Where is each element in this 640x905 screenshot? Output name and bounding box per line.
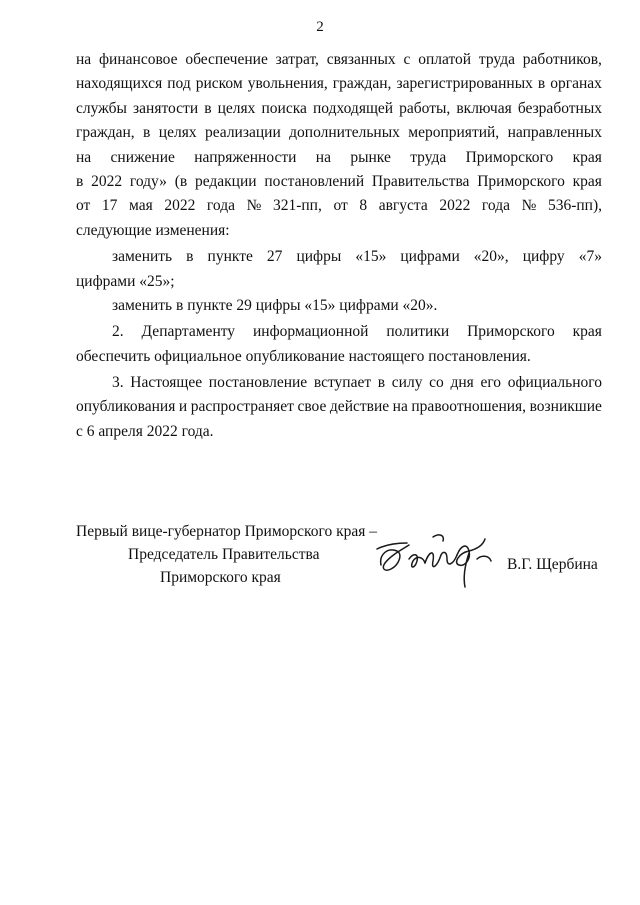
word: (в — [174, 172, 188, 190]
word: в — [377, 374, 386, 392]
word: постановлений — [264, 172, 365, 190]
word: целях — [217, 99, 256, 117]
word: с — [403, 51, 411, 68]
word: включая — [456, 99, 512, 117]
word: № — [246, 197, 262, 215]
signatory-title-line-1: Первый вице-губернатор Приморского края – — [76, 523, 378, 540]
word: «15» — [355, 248, 387, 266]
word: дополнительных — [289, 124, 400, 142]
body-line: следующие изменения: — [76, 221, 230, 239]
word: заменить — [112, 248, 173, 266]
word: пункте — [207, 248, 253, 266]
word: работников, — [522, 51, 602, 68]
body-line — [76, 320, 602, 344]
word: направленных — [507, 124, 602, 142]
word: подходящей — [312, 99, 394, 117]
word: 536-пп), — [547, 197, 602, 215]
word: распространяет — [190, 398, 294, 416]
word: снижение — [110, 148, 175, 166]
word: риском — [195, 75, 243, 93]
word: края — [572, 148, 602, 166]
word: увольнения, — [247, 75, 328, 93]
word: и — [178, 398, 188, 416]
body-line: обеспечить официальное опубликование настоящего постановления. — [76, 347, 531, 365]
word: вступает — [313, 374, 372, 392]
word: со — [429, 374, 444, 392]
word: обеспечение — [185, 51, 268, 68]
body-line — [76, 194, 602, 218]
word: года — [206, 197, 235, 215]
word: августа — [378, 197, 428, 215]
word: дня — [450, 374, 474, 392]
word: мероприятий, — [408, 124, 500, 142]
word: в — [186, 248, 194, 266]
word: силу — [391, 374, 423, 392]
word: от — [333, 197, 348, 215]
word: правоотношения, — [411, 398, 527, 416]
word: труда — [410, 148, 447, 166]
body-line — [76, 170, 602, 194]
word: финансовое — [99, 51, 178, 68]
body-text — [76, 48, 602, 444]
word: края — [572, 172, 602, 190]
word: политики — [386, 323, 450, 341]
word: связанных — [326, 51, 396, 68]
word: возникшие — [529, 398, 602, 416]
word: «7» — [578, 248, 602, 266]
page-number: 2 — [316, 19, 324, 35]
word: в — [143, 124, 151, 142]
word: на — [392, 398, 408, 416]
word: рынке — [350, 148, 391, 166]
word: 2022 — [164, 197, 196, 215]
word: 17 — [101, 197, 118, 215]
word: занятости — [133, 99, 199, 117]
word: 2022 — [439, 197, 471, 215]
word: от — [76, 197, 91, 215]
word: Приморского — [467, 323, 555, 341]
word: опубликования — [76, 398, 176, 416]
word: края — [572, 323, 602, 341]
word: Настоящее — [130, 374, 203, 392]
word: безработных — [517, 99, 602, 117]
word: граждан, — [76, 124, 135, 142]
word: труда — [478, 51, 515, 68]
word: оплатой — [418, 51, 472, 68]
body-line — [76, 48, 602, 72]
word: 2022 — [91, 172, 123, 190]
word: затрат, — [275, 51, 319, 68]
word: «20», — [473, 248, 509, 266]
word: поиска — [261, 99, 307, 117]
word: 3. — [112, 374, 124, 392]
signatory-title — [76, 520, 386, 589]
word: в — [76, 172, 84, 190]
word: целях — [158, 124, 197, 142]
handwritten-signature — [373, 525, 503, 597]
word: зарегистрированных — [396, 75, 533, 93]
word: находящихся — [76, 75, 163, 93]
body-line — [76, 121, 602, 145]
word: 321-пп, — [272, 197, 322, 215]
body-line: цифрами «25»; — [76, 272, 175, 290]
signatory-title-line-3: Приморского края — [160, 569, 281, 586]
word: Приморского — [477, 172, 565, 190]
word: постановление — [208, 374, 308, 392]
word: граждан, — [332, 75, 392, 93]
word: цифру — [522, 248, 565, 266]
word: информационной — [252, 323, 369, 341]
body-line — [76, 146, 602, 170]
word: году» — [129, 172, 167, 190]
word: в — [537, 75, 546, 93]
word: Приморского — [465, 148, 554, 166]
word: на — [76, 148, 92, 166]
body-line — [76, 245, 602, 269]
word: Департаменту — [141, 323, 236, 341]
word: цифры — [296, 248, 342, 266]
word: в — [204, 99, 212, 117]
signatory-title-line-2: Председатель Правительства — [128, 546, 320, 563]
word: редакции — [194, 172, 257, 190]
word: 27 — [266, 248, 283, 266]
word: № — [521, 197, 537, 215]
body-line — [76, 97, 602, 121]
word: на — [76, 51, 92, 68]
word: 2. — [112, 323, 124, 341]
word: действие — [329, 398, 390, 416]
body-line — [76, 395, 602, 419]
word: напряженности — [194, 148, 297, 166]
word: 8 — [359, 197, 368, 215]
body-line: заменить в пункте 29 цифры «15» цифрами «20». — [112, 296, 438, 314]
body-line — [76, 72, 602, 96]
word: службы — [76, 99, 127, 117]
signatory-name: В.Г. Щербина — [507, 556, 598, 573]
word: свое — [297, 398, 327, 416]
word: на — [315, 148, 331, 166]
body-line: с 6 апреля 2022 года. — [76, 422, 214, 440]
word: его — [480, 374, 502, 392]
word: года — [481, 197, 510, 215]
body-line — [76, 371, 602, 395]
word: мая — [129, 197, 153, 215]
word: органах — [550, 75, 602, 93]
word: под — [167, 75, 191, 93]
word: работы, — [399, 99, 451, 117]
word: реализации — [204, 124, 281, 142]
word: официального — [507, 374, 602, 392]
word: Правительства — [371, 172, 470, 190]
word: цифрами — [400, 248, 460, 266]
